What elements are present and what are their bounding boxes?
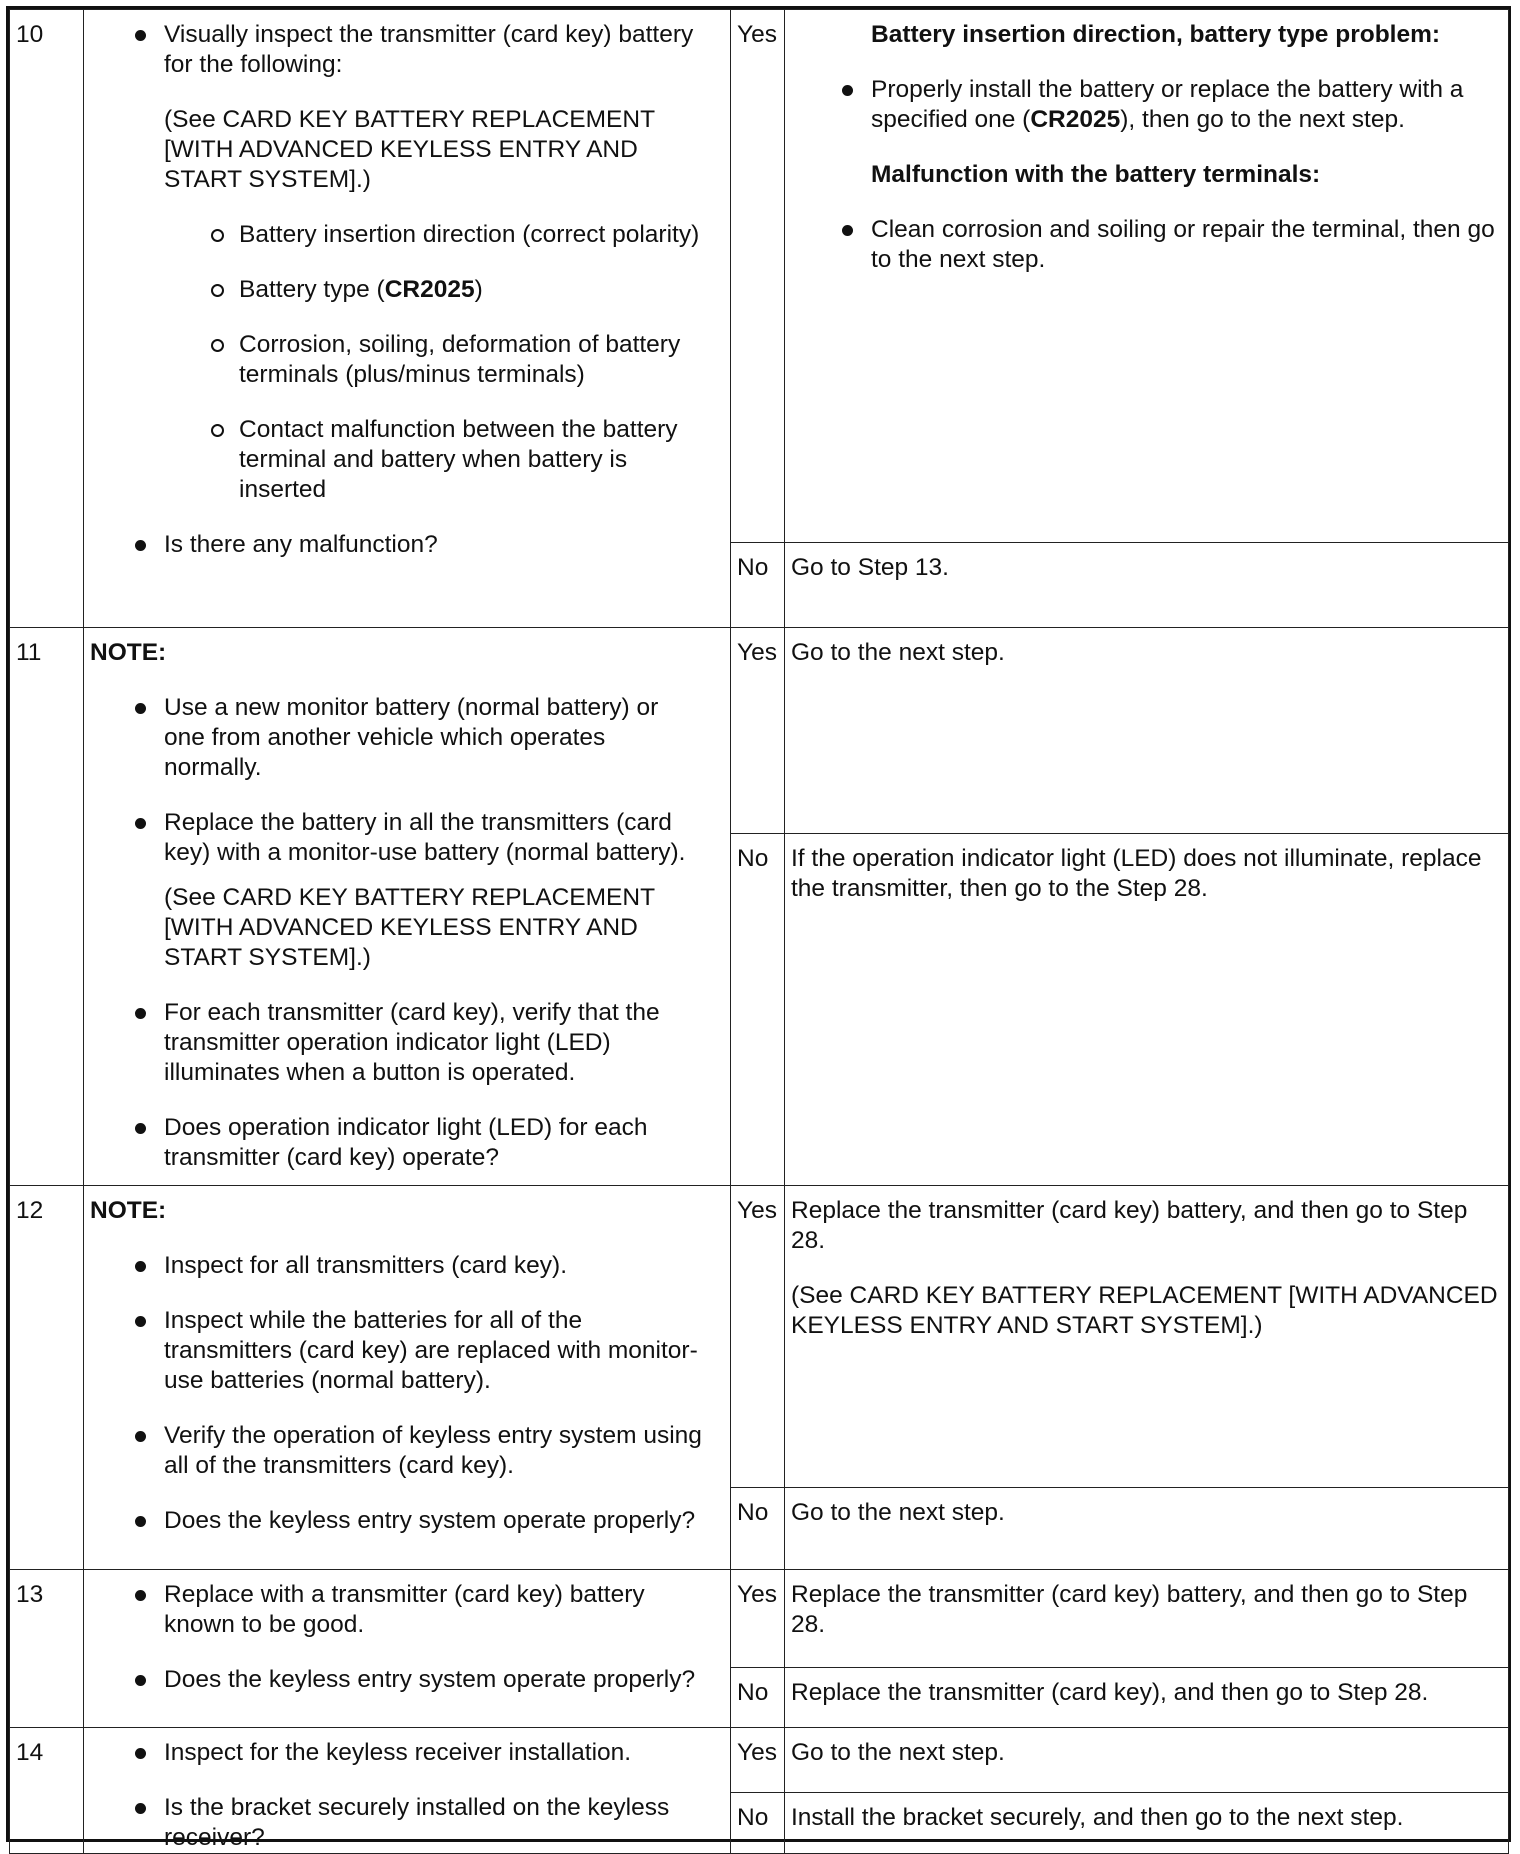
bullet-item: Replace the battery in all the transmitters (card key) with a monitor-use battery (normal battery). (84, 808, 702, 868)
step-description (84, 10, 731, 628)
table-row (10, 628, 1509, 834)
result-heading: Battery insertion direction, battery type problem: (871, 21, 1441, 48)
yes-action (785, 1186, 1509, 1488)
step-number: 11 (10, 628, 84, 1186)
no-action: Go to Step 13. (785, 543, 1509, 628)
yes-action (785, 10, 1509, 543)
no-label: No (731, 834, 785, 1186)
sub-bullet-item: Battery type (CR2025) (84, 275, 702, 305)
bullet-item: Is there any malfunction? (84, 530, 702, 560)
note-heading: NOTE: (90, 1197, 167, 1224)
table-row (10, 10, 1509, 543)
no-label: No (731, 1488, 785, 1570)
no-action: If the operation indicator light (LED) does not illuminate, replace the transmitter, then go to the Step 28. (785, 834, 1509, 1186)
step-number: 14 (10, 1728, 84, 1854)
troubleshooting-table (9, 9, 1509, 1854)
step-description (84, 1728, 731, 1854)
troubleshooting-table-frame (6, 6, 1511, 1851)
note-heading: NOTE: (90, 639, 167, 666)
step-description (84, 1186, 731, 1570)
bullet-item: Does the keyless entry system operate properly? (84, 1665, 702, 1695)
table-row (10, 1186, 1509, 1488)
sub-bullet-item: Contact malfunction between the battery terminal and battery when battery is inserted (84, 415, 702, 505)
result-bullet: Clean corrosion and soiling or repair the terminal, then go to the next step. (791, 215, 1500, 275)
step-number: 12 (10, 1186, 84, 1570)
step-number: 13 (10, 1570, 84, 1728)
yes-action: Replace the transmitter (card key) battery, and then go to Step 28. (785, 1570, 1509, 1668)
bullet-item: Is the bracket securely installed on the keyless receiver? (84, 1793, 702, 1853)
bullet-item: Use a new monitor battery (normal battery) or one from another vehicle which operates normally. (84, 693, 702, 783)
table-row (10, 1728, 1509, 1793)
no-label: No (731, 1668, 785, 1728)
bullet-item: Verify the operation of keyless entry system using all of the transmitters (card key). (84, 1421, 702, 1481)
no-action: Install the bracket securely, and then go to the next step. (785, 1793, 1509, 1854)
yes-label: Yes (731, 1728, 785, 1793)
bullet-item: Inspect while the batteries for all of the transmitters (card key) are replaced with monitor-use batteries (normal battery). (84, 1306, 702, 1396)
yes-label: Yes (731, 1186, 785, 1488)
reference-text: (See CARD KEY BATTERY REPLACEMENT [WITH ADVANCED KEYLESS ENTRY AND START SYSTEM].) (791, 1282, 1498, 1339)
bullet-item: For each transmitter (card key), verify that the transmitter operation indicator light (LED) illuminates when a button is operated. (84, 998, 702, 1088)
yes-action: Go to the next step. (785, 628, 1509, 834)
result-text: Replace the transmitter (card key) battery, and then go to Step 28. (791, 1197, 1468, 1254)
yes-label: Yes (731, 628, 785, 834)
no-label: No (731, 543, 785, 628)
sub-bullet-item: Battery insertion direction (correct polarity) (84, 220, 702, 250)
table-row (10, 1570, 1509, 1668)
reference-text: (See CARD KEY BATTERY REPLACEMENT [WITH ADVANCED KEYLESS ENTRY AND START SYSTEM].) (164, 884, 655, 971)
reference-text: (See CARD KEY BATTERY REPLACEMENT [WITH ADVANCED KEYLESS ENTRY AND START SYSTEM].) (164, 106, 655, 193)
no-action: Go to the next step. (785, 1488, 1509, 1570)
step-description (84, 628, 731, 1186)
step-number: 10 (10, 10, 84, 628)
bullet-item: Replace with a transmitter (card key) battery known to be good. (84, 1580, 702, 1640)
bullet-item: Does operation indicator light (LED) for each transmitter (card key) operate? (84, 1113, 702, 1173)
bullet-item: Inspect for all transmitters (card key). (84, 1251, 702, 1281)
yes-label: Yes (731, 10, 785, 543)
bullet-item: Inspect for the keyless receiver installation. (84, 1738, 702, 1768)
no-action: Replace the transmitter (card key), and then go to Step 28. (785, 1668, 1509, 1728)
yes-action: Go to the next step. (785, 1728, 1509, 1793)
no-label: No (731, 1793, 785, 1854)
sub-bullet-item: Corrosion, soiling, deformation of battery terminals (plus/minus terminals) (84, 330, 702, 390)
result-heading: Malfunction with the battery terminals: (871, 161, 1321, 188)
step-description (84, 1570, 731, 1728)
result-bullet: Properly install the battery or replace the battery with a specified one (CR2025), then go to the next step. (791, 75, 1500, 135)
yes-label: Yes (731, 1570, 785, 1668)
bullet-item: Visually inspect the transmitter (card key) battery for the following: (84, 20, 702, 80)
bullet-item: Does the keyless entry system operate properly? (84, 1506, 702, 1536)
